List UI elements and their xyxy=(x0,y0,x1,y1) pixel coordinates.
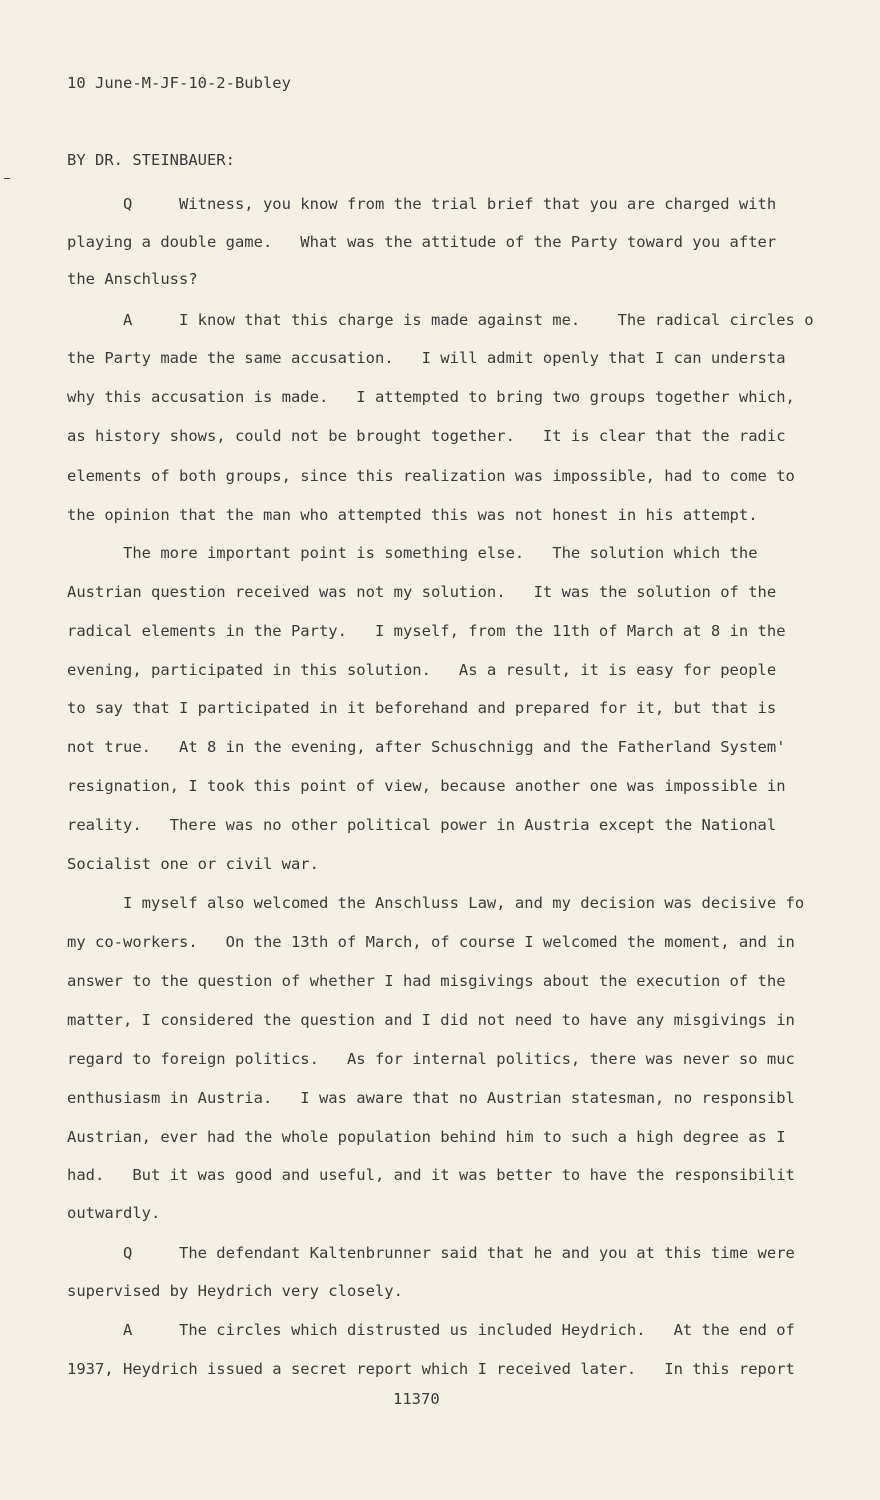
text-line: elements of both groups, since this realization was impossible, had to come to xyxy=(67,467,795,485)
text-line: Austrian, ever had the whole population behind him to such a high degree as I xyxy=(67,1128,786,1146)
text-line: the opinion that the man who attempted this was not honest in his attempt. xyxy=(67,506,758,524)
text-line: answer to the question of whether I had misgivings about the execution of the xyxy=(67,972,786,990)
text-line: playing a double game. What was the attitude of the Party toward you after xyxy=(67,233,777,251)
text-line: the Party made the same accusation. I will admit openly that I can understa xyxy=(67,349,786,367)
text-line: evening, participated in this solution. As a result, it is easy for people xyxy=(67,661,777,679)
document-reference: 10 June-M-JF-10-2-Bubley xyxy=(67,74,291,92)
text-line: Austrian question received was not my solution. It was the solution of the xyxy=(67,583,777,601)
text-line: to say that I participated in it beforehand and prepared for it, but that is xyxy=(67,699,777,717)
text-line: matter, I considered the question and I did not need to have any misgivings in xyxy=(67,1011,795,1029)
speaker-heading: BY DR. STEINBAUER: xyxy=(67,151,235,169)
text-line: regard to foreign politics. As for internal politics, there was never so muc xyxy=(67,1050,795,1068)
text-line: had. But it was good and useful, and it was better to have the responsibilit xyxy=(67,1166,795,1184)
text-line: outwardly. xyxy=(67,1204,161,1222)
text-line: A The circles which distrusted us included Heydrich. At the end of xyxy=(67,1321,795,1339)
text-line: radical elements in the Party. I myself, from the 11th of March at 8 in the xyxy=(67,622,786,640)
text-line: enthusiasm in Austria. I was aware that no Austrian statesman, no responsibl xyxy=(67,1089,795,1107)
text-line: I myself also welcomed the Anschluss Law, and my decision was decisive fo xyxy=(67,894,805,912)
text-line: supervised by Heydrich very closely. xyxy=(67,1282,403,1300)
text-line: not true. At 8 in the evening, after Schuschnigg and the Fatherland System' xyxy=(67,738,786,756)
text-line: reality. There was no other political power in Austria except the National xyxy=(67,816,777,834)
text-line: The more important point is something else. The solution which the xyxy=(67,544,758,562)
text-line: resignation, I took this point of view, because another one was impossible in xyxy=(67,777,786,795)
text-line: A I know that this charge is made against me. The radical circles o xyxy=(67,311,814,329)
text-line: Q Witness, you know from the trial brief that you are charged with xyxy=(67,195,777,213)
page-number: 11370 xyxy=(393,1390,440,1408)
text-line: why this accusation is made. I attempted to bring two groups together which, xyxy=(67,388,795,406)
text-line: as history shows, could not be brought together. It is clear that the radic xyxy=(67,427,786,445)
text-line: the Anschluss? xyxy=(67,270,198,288)
text-line: my co-workers. On the 13th of March, of course I welcomed the moment, and in xyxy=(67,933,795,951)
text-line: 1937, Heydrich issued a secret report which I received later. In this report xyxy=(67,1360,795,1378)
text-line: Q The defendant Kaltenbrunner said that he and you at this time were xyxy=(67,1244,795,1262)
text-line: Socialist one or civil war. xyxy=(67,855,319,873)
margin-mark xyxy=(4,178,10,179)
